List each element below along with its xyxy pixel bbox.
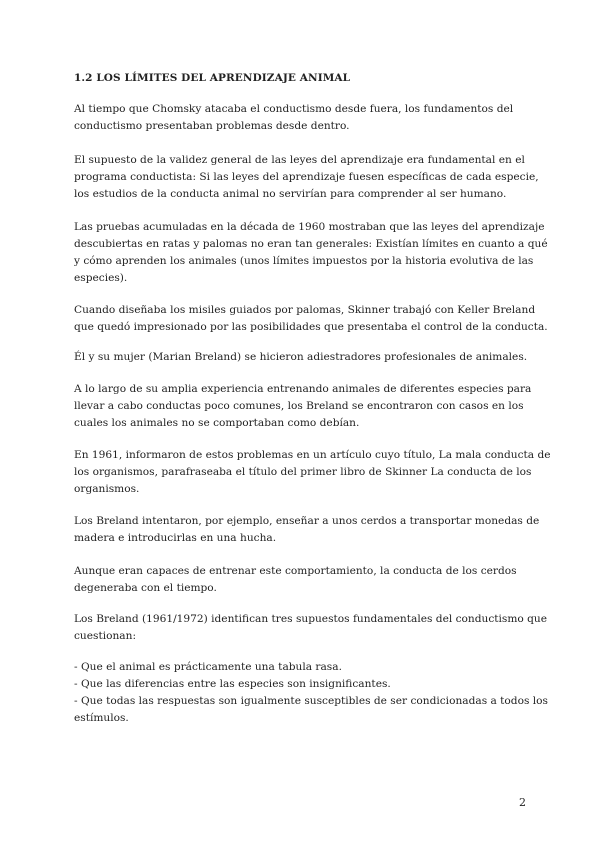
- paragraph-line: Los Breland (1961/1972) identifican tres supuestos fundamentales del conductismo que: [74, 613, 548, 625]
- paragraph-line: Aunque eran capaces de entrenar este comportamiento, la conducta de los cerdos: [74, 565, 517, 577]
- paragraph-9: [74, 563, 536, 597]
- paragraph-line: descubiertas en ratas y palomas no eran tan generales: Existían límites en cuanto a qué: [74, 238, 548, 250]
- paragraph-1: [74, 101, 536, 135]
- paragraph-line: El supuesto de la validez general de las leyes del aprendizaje era fundamental en el: [74, 154, 525, 166]
- paragraph-line: programa conductista: Si las leyes del aprendizaje fuesen específicas de cada especie,: [74, 171, 539, 183]
- paragraph-line: los organismos, parafraseaba el título del primer libro de Skinner La conducta de los: [74, 466, 532, 478]
- paragraph-line: degeneraba con el tiempo.: [74, 582, 217, 594]
- paragraph-line: que quedó impresionado por las posibilidades que presentaba el control de la conducta.: [74, 321, 548, 333]
- paragraph-line: especies).: [74, 272, 128, 284]
- paragraph-line: Las pruebas acumuladas en la década de 1960 mostraban que las leyes del aprendizaje: [74, 221, 545, 233]
- paragraph-line: organismos.: [74, 483, 140, 495]
- paragraph-6: [74, 381, 536, 432]
- paragraph-line: Él y su mujer (Marian Breland) se hicieron adiestradores profesionales de animales.: [74, 351, 528, 363]
- list-item: estímulos.: [74, 712, 129, 724]
- paragraph-line: Los Breland intentaron, por ejemplo, enseñar a unos cerdos a transportar monedas de: [74, 515, 540, 527]
- paragraph-line: madera e introducirlas en una hucha.: [74, 532, 277, 544]
- bullet-list: [74, 659, 548, 727]
- list-item: - Que el animal es prácticamente una tabula rasa.: [74, 661, 342, 673]
- paragraph-line: cuestionan:: [74, 630, 137, 642]
- paragraph-line: Al tiempo que Chomsky atacaba el conductismo desde fuera, los fundamentos del: [74, 103, 514, 115]
- list-item: - Que las diferencias entre las especies son insignificantes.: [74, 678, 391, 690]
- page-number: 2: [519, 796, 526, 809]
- paragraph-3: [74, 219, 548, 287]
- paragraph-8: [74, 513, 540, 547]
- paragraph-line: A lo largo de su amplia experiencia entrenando animales de diferentes especies para: [74, 383, 532, 395]
- paragraph-5: [74, 349, 536, 366]
- paragraph-line: Cuando diseñaba los misiles guiados por palomas, Skinner trabajó con Keller Breland: [74, 304, 536, 316]
- paragraph-2: [74, 152, 539, 203]
- paragraph-7: [74, 447, 551, 498]
- paragraph-line: cuales los animales no se comportaban como debían.: [74, 417, 360, 429]
- paragraph-4: [74, 302, 548, 336]
- section-heading: 1.2 LOS LÍMITES DEL APRENDIZAJE ANIMAL: [74, 72, 351, 84]
- paragraph-line: y cómo aprenden los animales (unos límites impuestos por la historia evolutiva de las: [74, 255, 534, 267]
- paragraph-line: En 1961, informaron de estos problemas en un artículo cuyo título, La mala conducta de: [74, 449, 551, 461]
- paragraph-line: los estudios de la conducta animal no servirían para comprender al ser humano.: [74, 188, 507, 200]
- paragraph-line: llevar a cabo conductas poco comunes, los Breland se encontraron con casos en los: [74, 400, 524, 412]
- list-item: - Que todas las respuestas son igualmente susceptibles de ser condicionadas a todos los: [74, 695, 548, 707]
- paragraph-line: conductismo presentaban problemas desde dentro.: [74, 120, 350, 132]
- paragraph-10: [74, 611, 548, 645]
